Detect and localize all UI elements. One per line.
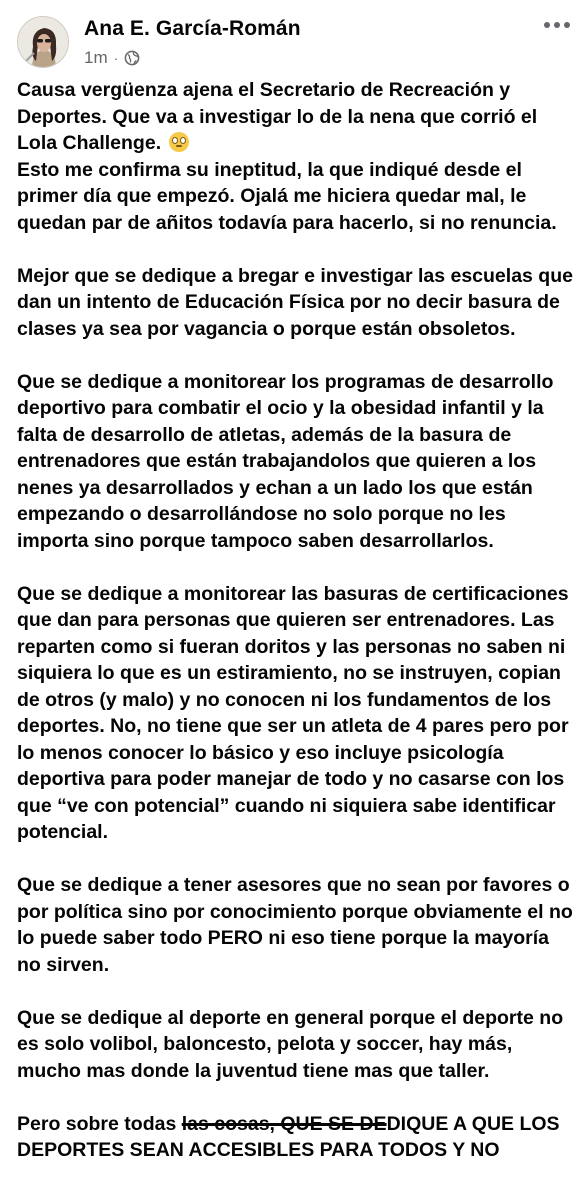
post-text: DIQUE A QUE LOS DEPORTES SEAN ACCESIBLES PARA TODOS Y NO bbox=[17, 1112, 560, 1161]
post-paragraph: Que se dedique a monitorear los programas de desarrollo deportivo para combatir el ocio y la obesidad infantil y la falta de desarrollo de atletas, además de la basura de entrenadores que están trabajandolos que quieren a los nenes ya desarrollados y echan a un lado los que están empezando o desarrollándose no solo porque no les importa sino porque tampoco saben desarrollarlos. bbox=[17, 370, 554, 552]
more-options-icon[interactable] bbox=[544, 22, 570, 28]
avatar-photo bbox=[18, 17, 69, 68]
globe-icon[interactable] bbox=[124, 50, 140, 66]
post-text: Causa vergüenza ajena el Secretario de Recreación y Deportes. Que va a investigar lo de la nena que corrió el Lola Challenge. bbox=[17, 79, 538, 154]
post-paragraph: Que se dedique al deporte en general porque el deporte no es solo volibol, baloncesto, pelota y soccer, hay más, mucho mas donde la juventud tiene mas que taller. bbox=[17, 1006, 564, 1082]
post-meta bbox=[84, 48, 140, 68]
post-paragraph bbox=[17, 77, 577, 236]
flushed-face-emoji bbox=[169, 132, 189, 152]
post-paragraph bbox=[17, 1111, 577, 1164]
avatar[interactable] bbox=[17, 16, 69, 68]
author-name[interactable]: Ana E. García-Román bbox=[84, 17, 301, 40]
post-paragraph: Que se dedique a monitorear las basuras de certificaciones que dan para personas que quieren ser entrenadores. Las reparten como si fueran doritos y las personas no saben ni siquiera lo que es un estiramiento, no se instruyen, copian de otros (y malo) y no conocen ni los fundamentos de los deportes. No, no tiene que ser un atleta de 4 pares pero por lo menos conocer lo básico y eso incluye psicología deportiva para poder manejar de todo y no casarse con los que “ve con potencial” cuando ni siquiera sabe identificar potencial. bbox=[17, 582, 569, 843]
post-text: Esto me confirma su ineptitud, la que indiqué desde el primer día que empezó. Ojalá me hiciera quedar mal, le quedan par de añitos todavía para hacerlo, si no renuncia. bbox=[17, 158, 557, 234]
post-text: Pero sobre todas bbox=[17, 1112, 182, 1135]
post-body bbox=[17, 77, 577, 1164]
post-timestamp[interactable]: 1m bbox=[84, 48, 108, 67]
meta-separator: · bbox=[113, 50, 119, 66]
post-paragraph: Mejor que se dedique a bregar e investigar las escuelas que dan un intento de Educación Física por no decir basura de clases ya sea por vagancia o porque están obsoletos. bbox=[17, 264, 573, 340]
post-header bbox=[0, 0, 588, 80]
struck-text: las cosas, QUE SE DE bbox=[181, 1112, 387, 1135]
post-paragraph: Que se dedique a tener asesores que no sean por favores o por política sino por conocimiento porque obviamente el no lo puede saber todo PERO ni eso tiene porque la mayoría no sirven. bbox=[17, 874, 573, 976]
